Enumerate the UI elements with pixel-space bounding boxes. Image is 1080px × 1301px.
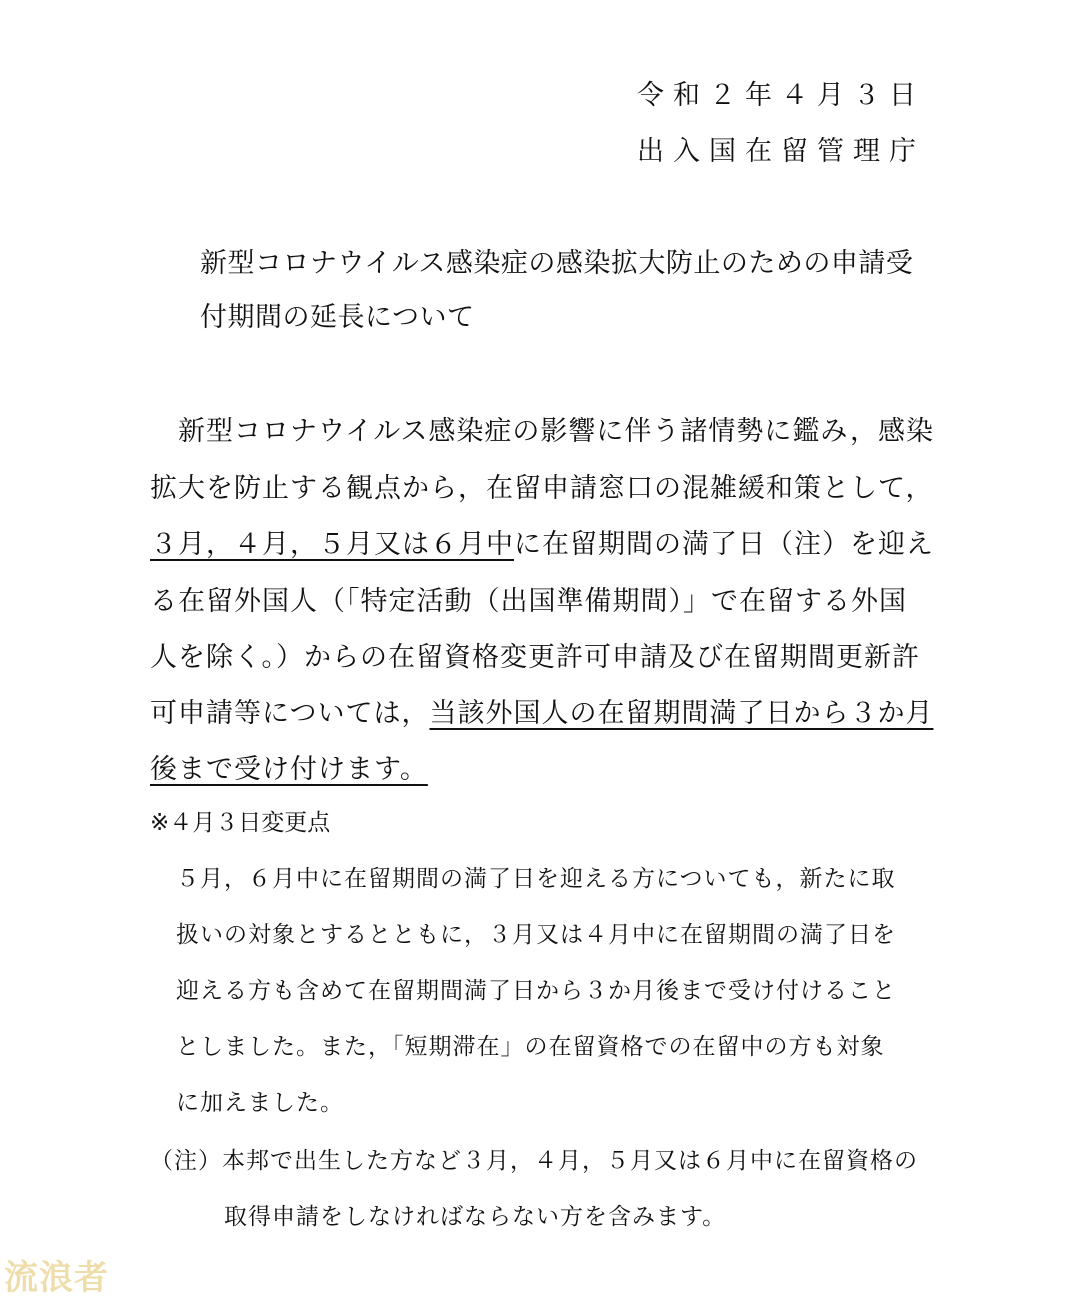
- body-line-1: [150, 418, 934, 445]
- body-line-1-text: 新型コロナウイルス感染症の影響に伴う諸情勢に鑑み，感染: [178, 416, 934, 447]
- body-line-4: る在留外国人（「特定活動（出国準備期間）」で在留する外国: [150, 586, 907, 617]
- change-note-heading: ※４月３日変更点: [150, 810, 331, 836]
- watermark: 流浪者: [4, 1258, 109, 1298]
- footnote-line-2: 取得申請をしなければならない方を含みます。: [224, 1204, 727, 1230]
- document-title-line-2: 付期間の延長について: [200, 302, 475, 333]
- change-note-line: 扱いの対象とするとともに，３月又は４月中に在留期間の満了日を: [176, 922, 896, 948]
- body-line-2: 拡大を防止する観点から，在留申請窓口の混雑緩和策として，: [150, 473, 934, 504]
- body-line-6-plain: 可申請等については，: [150, 698, 430, 729]
- body-line-3: [150, 531, 934, 558]
- issuing-agency: 出入国在留管理庁: [637, 136, 925, 167]
- body-line-6: [150, 700, 933, 727]
- document-title-line-1: 新型コロナウイルス感染症の感染拡大防止のための申請受: [200, 248, 914, 279]
- change-note-line: 迎える方も含めて在留期間満了日から３か月後まで受け付けること: [176, 978, 896, 1004]
- footnote-line-1: （注）本邦で出生した方など３月，４月，５月又は６月中に在留資格の: [150, 1148, 918, 1174]
- extension-underlined-part-2: 後まで受け付けます。: [150, 754, 428, 785]
- change-note-line: に加えました。: [176, 1090, 344, 1116]
- document-date: 令和２年４月３日: [637, 80, 925, 111]
- body-line-3-rest: に在留期間の満了日（注）を迎え: [514, 529, 934, 560]
- change-note-line: としました。また，「短期滞在」の在留資格での在留中の方も対象: [176, 1034, 885, 1060]
- body-line-5: 人を除く。）からの在留資格変更許可申請及び在留期間更新許: [150, 642, 920, 673]
- body-line-7: [150, 756, 428, 783]
- extension-underlined-part-1: 当該外国人の在留期間満了日から３か月: [429, 698, 934, 729]
- affected-months-underlined: ３月，４月，５月又は６月中: [150, 529, 514, 560]
- change-note-line: ５月，６月中に在留期間の満了日を迎える方についても，新たに取: [176, 866, 896, 892]
